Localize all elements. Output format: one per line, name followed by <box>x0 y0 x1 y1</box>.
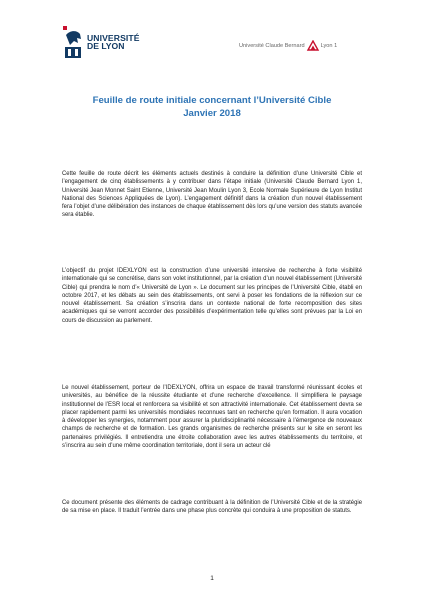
paragraph-new-establishment: Le nouvel établissement, porteur de l’IDEXLYON, offrira un espace de travail transformé réunissant écoles et universités, au bénéfice de la réussite étudiante et d’une recherche d’excellence. Il simplifiera le paysage institutionnel de l’ESR local et renforcera sa visibilité et son attractivité internationale. Cet établissement devra se placer rapidement parmi les universités mondiales reconnues tant en recherche qu’en formation. Il aura vocation à développer les synergies, notamment pour assurer la pluridisciplinarité nécessaire à l’émergence de nouveaux champs de recherche et de formation. Les grands organismes de recherche présents sur le site en seront les partenaires privilégiés. Il entretiendra une étroite collaboration avec les autres établissements du territoire, et s’inscrira au sein d’une même coordination territoriale, dont il sera un acteur clé <box>62 385 362 450</box>
paragraph-objective: L’objectif du projet IDEXLYON est la construction d’une université intensive de recherche à forte visibilité internationale qui se concrétise, dans son volet institutionnel, par la création d’un nouvel établissement (Université Cible) qui prendra le nom d’« Université de Lyon ». Le document sur les principes de l’Université Cible, établi en octobre 2017, et les débats au sein des établissements, ont servi à poser les fondations de la réflexion sur ce nouvel établissement. Sa création s’inscrira dans un contexte national de forte recomposition des sites académiques qui se verront accorder des possibilités d’expérimentation telle qu’elles sont prévues par la Loi en cours de discussion au parlement. <box>62 268 362 324</box>
page-number: 1 <box>210 575 214 582</box>
document-title: Feuille de route initiale concernant l’Université Cible <box>92 95 332 106</box>
ucbl-logo <box>239 40 337 52</box>
ucbl-mark-icon <box>306 40 320 52</box>
lion-icon <box>62 25 84 59</box>
universite-de-lyon-logo <box>62 25 140 59</box>
paragraph-intro: Cette feuille de route décrit les éléments actuels destinés à conduire la définition d’une Université Cible et l’engagement de cinq établissements à y contribuer dans l’étape initiale (Université Claude Bernard Lyon 1, Université Jean Monnet Saint Etienne, Université Jean Moulin Lyon 3, Ecole Normale Supérieure de Lyon Institut National des Sciences Appliquées de Lyon). L’engagement définitif dans la création d’un nouvel établissement fera l’objet d’une délibération des instances de chaque établissement dès lors qu’une version des statuts avancée sera établie. <box>62 171 362 219</box>
paragraph-framework: Ce document présente des éléments de cadrage contribuant à la définition de l’Université Cible et de la stratégie de sa mise en place. Il traduit l’entrée dans une phase plus concrète qui conduira à une proposition de statuts. <box>62 500 362 515</box>
left-logo-line1: UNIVERSITÉ <box>87 32 140 43</box>
right-logo-text: Université Claude Bernard <box>239 43 305 49</box>
right-logo-suffix: Lyon 1 <box>320 43 338 49</box>
left-logo-line2: DE LYON <box>87 41 125 51</box>
document-date: Janvier 2018 <box>183 108 241 119</box>
